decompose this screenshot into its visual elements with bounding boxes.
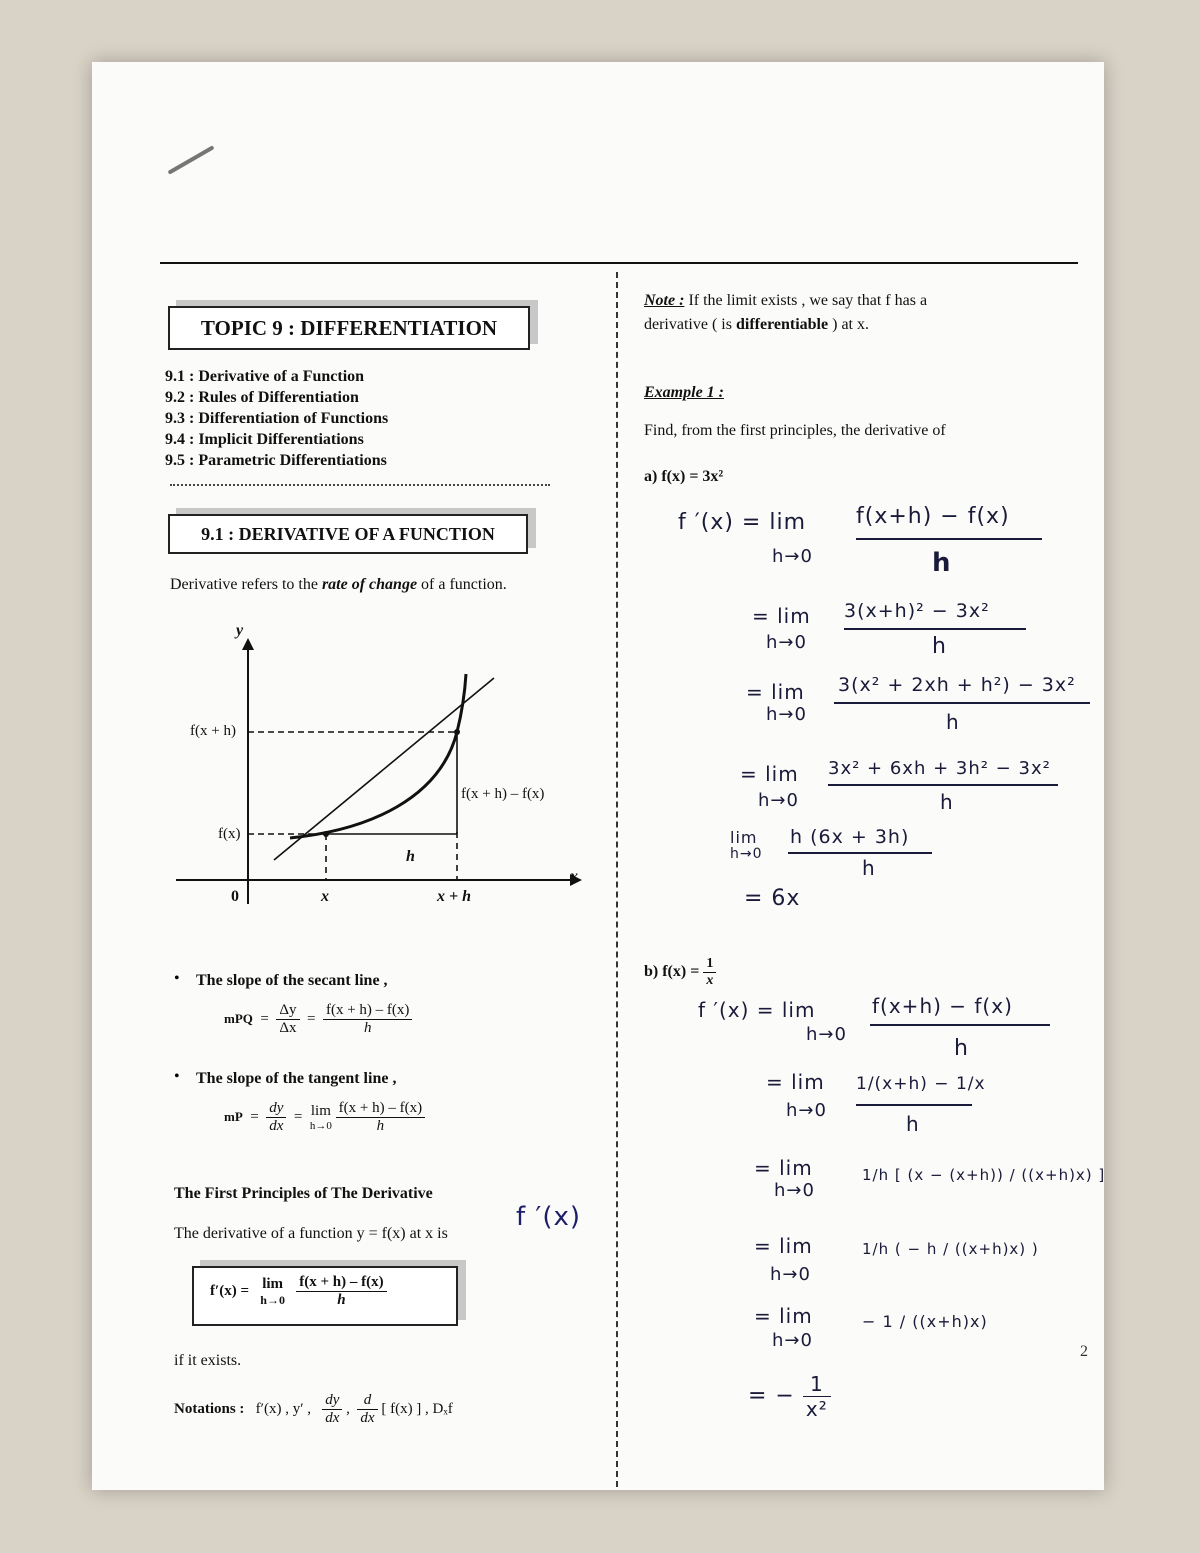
toc-item: 9.3 : Differentiation of Functions	[165, 410, 389, 427]
fraction-bar	[844, 628, 1026, 630]
work-b-step-5: = lim	[754, 1304, 813, 1328]
section-title-box	[168, 514, 528, 554]
work-a-sub: h→0	[730, 846, 763, 862]
work-b-step-1: f ′(x) = lim	[698, 998, 816, 1022]
work-a-sub: h→0	[766, 704, 807, 725]
work-b-step-2: = lim	[766, 1070, 825, 1094]
work-a-den: h	[932, 548, 952, 578]
toc-item: 9.4 : Implicit Differentiations	[165, 431, 364, 448]
graph-origin-label: 0	[231, 888, 239, 905]
work-a-sub: h→0	[758, 790, 799, 811]
work-b-num: 1/(x+h) − 1/x	[856, 1074, 986, 1094]
work-b-sub: h→0	[806, 1024, 847, 1045]
work-b-num: f(x+h) − f(x)	[872, 994, 1013, 1018]
graph-x-tick: x	[321, 888, 329, 905]
note-line-2: derivative ( is differentiable ) at x.	[644, 316, 869, 333]
work-b-den: h	[906, 1112, 920, 1136]
first-principles-intro: The derivative of a function y = f(x) at x is	[174, 1225, 448, 1242]
tangent-formula: mP = $\frac{dy}{dx}$ = lim h→0 $\frac{f(x + h) - f(x)}{h}$	[224, 1100, 425, 1135]
notations-line: Notations : f′(x) , y′ , $\frac{dy}{dx}$ , $\frac{d}{dx}$ [ f(x) ] , Dₓf	[174, 1392, 453, 1426]
secant-bullet: The slope of the secant line ,	[196, 972, 388, 989]
bullet-dot: •	[174, 1068, 180, 1085]
graph-fx-label: f(x)	[218, 826, 241, 842]
work-a-den: h	[932, 634, 947, 659]
if-exists-text: if it exists.	[174, 1352, 242, 1369]
graph-fxh-label: f(x + h)	[190, 723, 236, 739]
dotted-separator	[170, 484, 550, 486]
work-b-sub: h→0	[772, 1330, 813, 1351]
work-a-den: h	[862, 856, 876, 880]
handwritten-note: f ′(x)	[516, 1202, 581, 1232]
definition-text: Derivative refers to the rate of change of a function.	[170, 576, 507, 593]
fraction-bar	[788, 852, 932, 854]
work-a-step-2: = lim	[752, 604, 811, 628]
fraction-bar	[870, 1024, 1050, 1026]
toc-item: 9.1 : Derivative of a Function	[165, 368, 365, 385]
work-a-sub: h→0	[772, 546, 813, 567]
definition-formula: f′(x) = lim h→0 $\frac{f(x + h) - f(x)}{h}$	[210, 1274, 387, 1309]
work-b-sub: h→0	[770, 1264, 811, 1285]
fraction-bar	[828, 784, 1058, 786]
topic-title: TOPIC 9 : DIFFERENTIATION	[200, 316, 498, 340]
topic-title-box	[168, 306, 530, 350]
work-b-result: = − $\frac{1}{\text{x²}}$	[748, 1372, 831, 1421]
top-rule	[160, 262, 1078, 264]
work-b-sub: h→0	[786, 1100, 827, 1121]
fraction-bar	[856, 1104, 972, 1106]
work-a-num: f(x+h) − f(x)	[856, 504, 1010, 529]
work-a-step-5: lim	[730, 828, 758, 847]
work-a-step-4: = lim	[740, 762, 799, 786]
section-title: 9.1 : DERIVATIVE OF A FUNCTION	[201, 524, 495, 544]
work-a-step-1: f ′(x) = lim	[678, 510, 806, 535]
emphasis: rate of change	[321, 576, 418, 593]
page-number: 2	[1080, 1343, 1088, 1360]
work-a-den: h	[940, 790, 954, 814]
work-b-sub: h→0	[774, 1180, 815, 1201]
work-a-sub: h→0	[766, 632, 807, 653]
work-b-den: h	[954, 1036, 969, 1061]
table-of-contents	[165, 366, 388, 471]
work-b-num: − 1 / ((x+h)x)	[862, 1312, 988, 1331]
toc-item: 9.5 : Parametric Differentiations	[165, 452, 387, 469]
part-b-label: b) f(x) = $\frac{1}{x}$	[644, 956, 716, 989]
note-label: Note :	[644, 292, 685, 309]
work-a-den: h	[946, 710, 960, 734]
part-a-label: a) f(x) = 3x²	[644, 468, 724, 485]
work-a-step-3: = lim	[746, 680, 805, 704]
work-b-step-4: = lim	[754, 1234, 813, 1258]
work-a-num: 3(x+h)² − 3x²	[844, 600, 990, 622]
work-b-num: 1/h ( − h / ((x+h)x) )	[862, 1240, 1039, 1258]
first-principles-heading: The First Principles of The Derivative	[174, 1185, 433, 1202]
work-a-num: 3(x² + 2xh + h²) − 3x²	[838, 674, 1076, 696]
graph-h-label: h	[406, 848, 415, 865]
fraction-bar	[834, 702, 1090, 704]
fraction-bar	[856, 538, 1042, 540]
graph-diff-label: f(x + h) – f(x)	[461, 786, 545, 802]
derivative-graph	[170, 618, 590, 918]
work-b-num: 1/h [ (x − (x+h)) / ((x+h)x) ]	[862, 1166, 1106, 1184]
example-prompt: Find, from the first principles, the derivative of	[644, 422, 946, 439]
graph-xh-tick: x + h	[437, 888, 472, 905]
work-a-num: h (6x + 3h)	[790, 826, 910, 848]
graph-y-label: y	[236, 622, 244, 639]
example-label: Example 1 :	[644, 384, 724, 401]
column-divider	[616, 272, 618, 1487]
work-b-step-3: = lim	[754, 1156, 813, 1180]
toc-item: 9.2 : Rules of Differentiation	[165, 389, 359, 406]
secant-formula: mPQ = $\frac{\Delta y}{\Delta x}$ = $\frac{f(x + h) - f(x)}{h}$	[224, 1002, 412, 1037]
work-a-result: = 6x	[744, 886, 801, 911]
note-line-1: Note : If the limit exists , we say that f has a	[644, 292, 928, 309]
tangent-bullet: The slope of the tangent line ,	[196, 1070, 397, 1087]
graph-x-label: x	[570, 868, 578, 885]
bullet-dot: •	[174, 970, 180, 987]
work-a-num: 3x² + 6xh + 3h² − 3x²	[828, 758, 1051, 779]
